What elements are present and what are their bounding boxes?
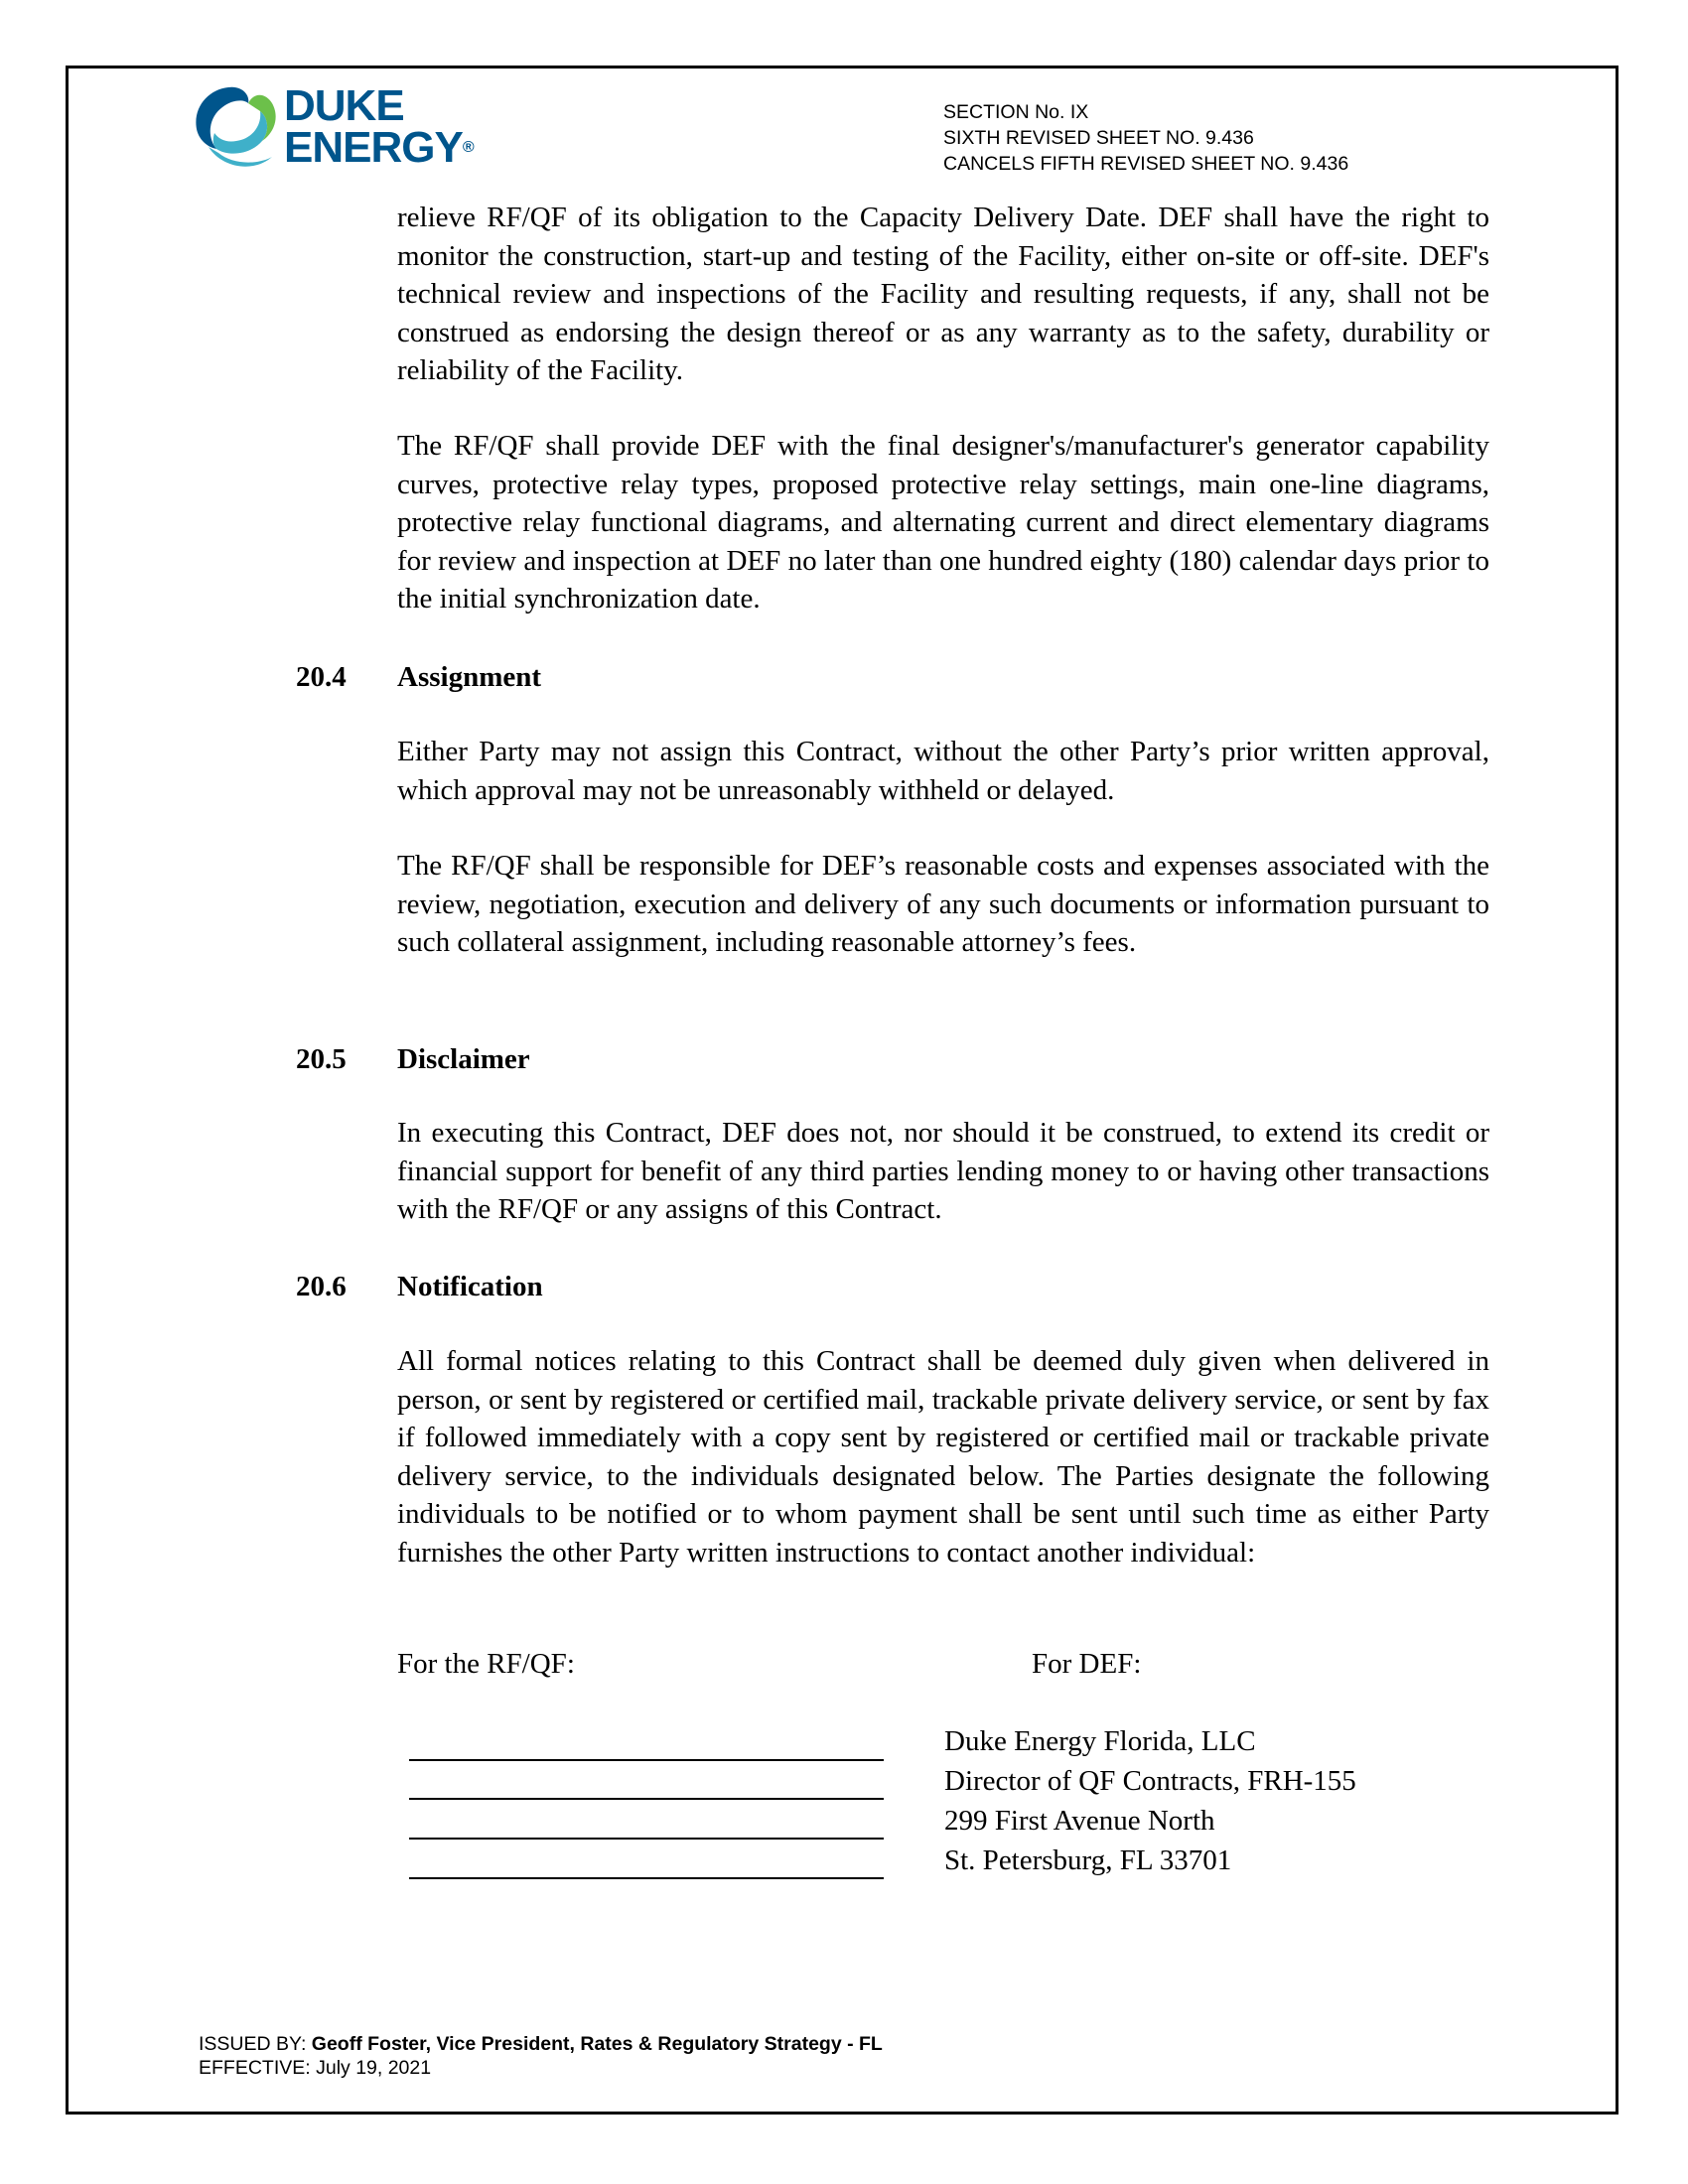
section-number: SECTION No. IX bbox=[943, 101, 1089, 123]
logo-line-energy: ENERGY bbox=[284, 123, 463, 172]
logo-registered-mark: ® bbox=[462, 139, 474, 156]
paragraph-disclaimer: In executing this Contract, DEF does not, nor should it be construed, to extend its credit or financial support for benefit of any third parties lending money to or having other transactions with the RF/QF or any assigns of this Contract. bbox=[397, 1117, 1489, 1225]
paragraph-notification: All formal notices relating to this Contract shall be deemed duly given when delivered in person, or sent by registered or certified mail, trackable private delivery service, or sent by fax if followed immediately with a copy sent by registered or certified mail or trackable private delivery service, to the individuals designated below. The Parties designate the following individuals to be notified or to whom payment shall be sent until such time as either Party furnishes the other Party written instructions to contact another individual: bbox=[397, 1345, 1489, 1569]
signature-line-3 bbox=[409, 1838, 884, 1840]
page-footer bbox=[199, 2032, 883, 2080]
signature-line-1 bbox=[409, 1759, 884, 1761]
effective-date: EFFECTIVE: July 19, 2021 bbox=[199, 2057, 432, 2079]
heading-assignment bbox=[296, 658, 541, 696]
address-line-city: St. Petersburg, FL 33701 bbox=[944, 1844, 1232, 1876]
section-title-disclaimer: Disclaimer bbox=[397, 1043, 530, 1075]
paragraph-assignment-approval: Either Party may not assign this Contract, without the other Party’s prior written approval, which approval may not be unreasonably withheld or delayed. bbox=[397, 736, 1489, 806]
label-for-rfqf: For the RF/QF: bbox=[397, 1648, 575, 1680]
address-line-director: Director of QF Contracts, FRH-155 bbox=[944, 1765, 1356, 1797]
paragraph-generator-curves: The RF/QF shall provide DEF with the final designer's/manufacturer's generator capability curves, protective relay types, proposed protective relay settings, main one-line diagrams, protective relay functional diagrams, and alternating current and direct elementary diagrams for review and inspection at DEF no later than one hundred eighty (180) calendar days prior to the initial synchronization date. bbox=[397, 430, 1489, 614]
section-number-20-6: 20.6 bbox=[296, 1271, 347, 1302]
section-number-20-5: 20.5 bbox=[296, 1043, 347, 1075]
cancels-sheet: CANCELS FIFTH REVISED SHEET NO. 9.436 bbox=[943, 153, 1349, 175]
section-title-notification: Notification bbox=[397, 1271, 543, 1302]
sheet-header bbox=[943, 99, 1348, 177]
logo-wordmark bbox=[284, 81, 474, 172]
logo-line-duke: DUKE bbox=[284, 81, 404, 130]
address-line-company: Duke Energy Florida, LLC bbox=[944, 1725, 1256, 1757]
address-line-street: 299 First Avenue North bbox=[944, 1805, 1215, 1837]
paragraph-facility-review: relieve RF/QF of its obligation to the Capacity Delivery Date. DEF shall have the right to monitor the construction, start-up and testing of the Facility, either on-site or off-site. DEF's technical review and inspections of the Facility and resulting requests, if any, shall not be construed as endorsing the design thereof or as any warranty as to the safety, durability or reliability of the Facility. bbox=[397, 202, 1489, 386]
label-for-def: For DEF: bbox=[1032, 1648, 1142, 1680]
heading-notification bbox=[296, 1268, 543, 1305]
heading-disclaimer bbox=[296, 1040, 530, 1078]
signature-line-4 bbox=[409, 1877, 884, 1879]
sheet-number: SIXTH REVISED SHEET NO. 9.436 bbox=[943, 127, 1254, 149]
def-address-block bbox=[944, 1721, 1356, 1880]
issued-by-label: ISSUED BY: bbox=[199, 2033, 312, 2055]
section-number-20-4: 20.4 bbox=[296, 661, 347, 693]
signature-line-2 bbox=[409, 1798, 884, 1800]
paragraph-assignment-costs: The RF/QF shall be responsible for DEF’s reasonable costs and expenses associated with the review, negotiation, execution and delivery of any such documents or information pursuant to such collateral assignment, including reasonable attorney’s fees. bbox=[397, 850, 1489, 958]
issued-by-value: Geoff Foster, Vice President, Rates & Regulatory Strategy - FL bbox=[311, 2033, 883, 2055]
section-title-assignment: Assignment bbox=[397, 661, 542, 693]
